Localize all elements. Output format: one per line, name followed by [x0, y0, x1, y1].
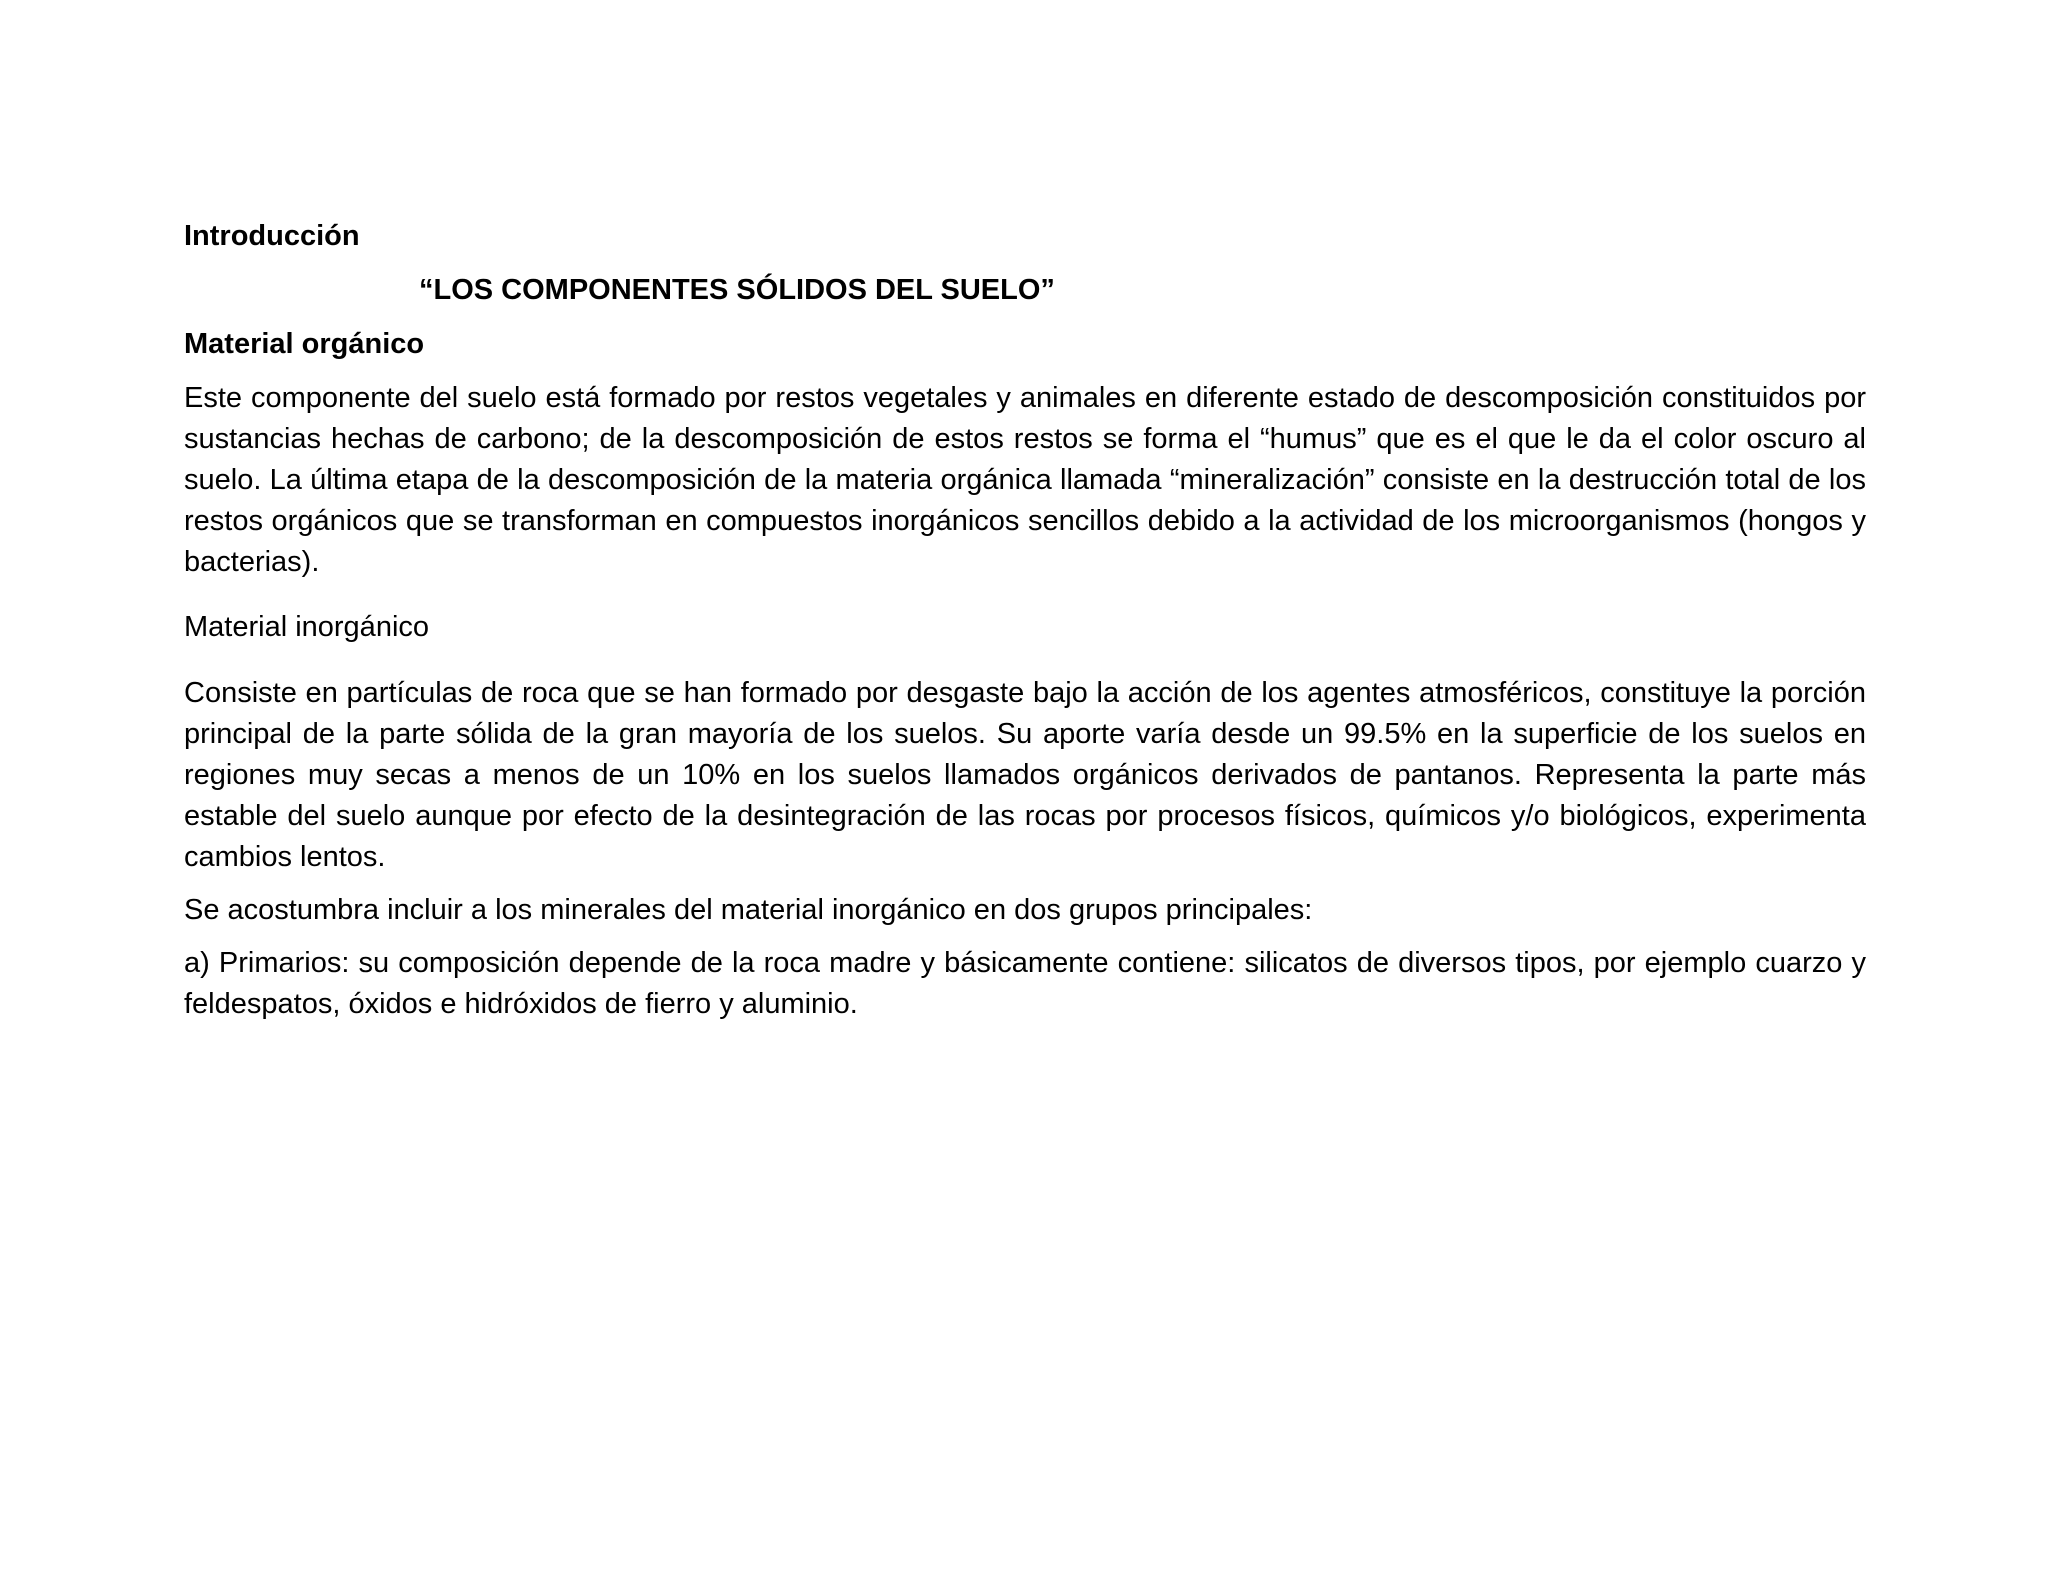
inorganic-material-heading: Material inorgánico: [184, 611, 430, 643]
organic-material-heading: Material orgánico: [184, 328, 425, 360]
mineral-groups-intro: Se acostumbra incluir a los minerales del material inorgánico en dos grupos principales:: [184, 894, 1313, 926]
primary-minerals-paragraph: a) Primarios: su composición depende de la roca madre y básicamente contiene: silicatos de diversos tipos, por ejemplo cuarzo y feldespatos, óxidos e hidróxidos de fierro y aluminio.: [184, 947, 1866, 1020]
document-body: [184, 216, 1866, 1025]
document-title: “LOS COMPONENTES SÓLIDOS DEL SUELO”: [419, 274, 1055, 306]
introduction-heading: Introducción: [184, 220, 360, 252]
inorganic-material-paragraph: Consiste en partículas de roca que se han formado por desgaste bajo la acción de los agentes atmosféricos, constituye la porción principal de la parte sólida de la gran mayoría de los suelos. Su aporte varía desde un 99.5% en la superficie de los suelos en regiones muy secas a menos de un 10% en los suelos llamados orgánicos derivados de pantanos. Representa la parte más estable del suelo aunque por efecto de la desintegración de las rocas por procesos físicos, químicos y/o biológicos, experimenta cambios lentos.: [184, 677, 1866, 873]
organic-material-paragraph: Este componente del suelo está formado por restos vegetales y animales en diferente estado de descomposición constituidos por sustancias hechas de carbono; de la descomposición de estos restos se forma el “humus” que es el que le da el color oscuro al suelo. La última etapa de la descomposición de la materia orgánica llamada “mineralización” consiste en la destrucción total de los restos orgánicos que se transforman en compuestos inorgánicos sencillos debido a la actividad de los microorganismos (hongos y bacterias).: [184, 382, 1866, 578]
